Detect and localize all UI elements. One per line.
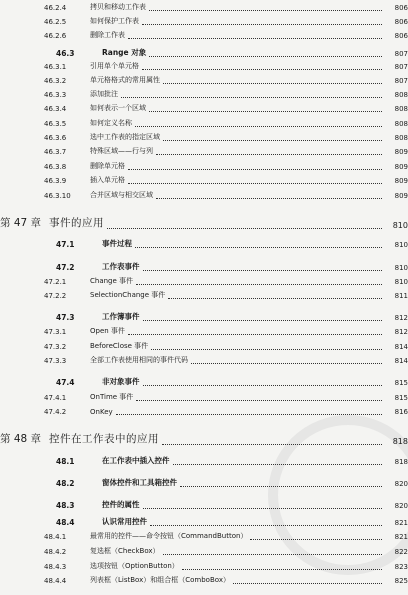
toc-entry-title: Range 对象 bbox=[102, 48, 147, 57]
dot-leader bbox=[250, 539, 382, 540]
dot-leader bbox=[149, 56, 382, 57]
toc-entry-title: 非对象事件 bbox=[102, 377, 140, 386]
toc-entry-page: 812 bbox=[394, 314, 408, 322]
toc-entry-title: Change 事件 bbox=[90, 277, 134, 285]
toc-entry-title: 删除单元格 bbox=[90, 162, 125, 170]
toc-entry-page: 825 bbox=[394, 577, 408, 585]
toc-entry-page: 823 bbox=[394, 563, 408, 571]
toc-entry-title: 复选框（CheckBox） bbox=[90, 547, 160, 555]
toc-entry-page: 807 bbox=[394, 77, 408, 85]
toc-entry-title: 拷贝和移动工作表 bbox=[90, 3, 146, 11]
dot-leader bbox=[149, 111, 382, 112]
toc-entry-page: 806 bbox=[394, 4, 408, 12]
toc-entry bbox=[0, 276, 408, 286]
toc-entry-title: 在工作表中插入控件 bbox=[102, 456, 170, 465]
toc-entry bbox=[0, 146, 408, 156]
toc-entry-number: 47.3.2 bbox=[44, 343, 67, 351]
toc-entry-number: 46.3.2 bbox=[44, 77, 67, 85]
dot-leader bbox=[156, 198, 382, 199]
toc-entry-number: 46.3.5 bbox=[44, 120, 67, 128]
dot-leader bbox=[163, 554, 382, 555]
toc-entry-page: 811 bbox=[394, 292, 408, 300]
toc-entry bbox=[0, 118, 408, 128]
toc-entry-title: 选项按钮（OptionButton） bbox=[90, 562, 179, 570]
dot-leader bbox=[142, 24, 382, 25]
toc-entry bbox=[0, 175, 408, 185]
toc-entry bbox=[0, 377, 408, 387]
toc-entry-title: 控件的属性 bbox=[102, 500, 140, 509]
toc-entry bbox=[0, 290, 408, 300]
dot-leader bbox=[143, 508, 383, 509]
toc-entry-number: 48.4.4 bbox=[44, 577, 67, 585]
toc-entry-title: 添加批注 bbox=[90, 90, 118, 98]
toc-entry bbox=[0, 16, 408, 26]
toc-entry-number: 47.3.3 bbox=[44, 357, 67, 365]
toc-entry bbox=[0, 239, 408, 249]
dot-leader bbox=[173, 464, 383, 465]
toc-entry-page: 816 bbox=[394, 408, 408, 416]
toc-entry-number: 48.4.1 bbox=[44, 533, 67, 541]
toc-entry-page: 820 bbox=[394, 502, 408, 510]
toc-entry-page: 807 bbox=[394, 63, 408, 71]
toc-entry-title: 选中工作表的指定区域 bbox=[90, 133, 160, 141]
toc-entry bbox=[0, 190, 408, 200]
toc-entry bbox=[0, 216, 408, 230]
toc-entry-title: BeforeClose 事件 bbox=[90, 342, 149, 350]
toc-entry-page: 822 bbox=[394, 548, 408, 556]
toc-entry-title: 列表框（ListBox）和组合框（ComboBox） bbox=[90, 576, 230, 584]
toc-entry-page: 821 bbox=[394, 519, 408, 527]
toc-entry-page: 808 bbox=[394, 105, 408, 113]
toc-entry-number: 46.3.6 bbox=[44, 134, 67, 142]
toc-entry-page: 809 bbox=[394, 192, 408, 200]
toc-entry bbox=[0, 75, 408, 85]
toc-entry-number: 46.2.5 bbox=[44, 18, 67, 26]
toc-entry-title: 全部工作表使用相同的事件代码 bbox=[90, 356, 188, 364]
toc-entry-title: 最常用的控件——命令按钮（CommandButton） bbox=[90, 532, 248, 540]
toc-entry-number: 48.4.3 bbox=[44, 563, 67, 571]
toc-entry-title: 合并区域与相交区域 bbox=[90, 191, 153, 199]
toc-entry-number: 48.3 bbox=[56, 501, 75, 510]
toc-entry-title: SelectionChange 事件 bbox=[90, 291, 166, 299]
toc-entry-page: 807 bbox=[394, 50, 408, 58]
toc-entry-page: 812 bbox=[394, 328, 408, 336]
dot-leader bbox=[163, 83, 382, 84]
dot-leader bbox=[107, 228, 382, 229]
toc-entry bbox=[0, 478, 408, 488]
toc-entry-page: 809 bbox=[394, 163, 408, 171]
toc-entry-title: 插入单元格 bbox=[90, 176, 125, 184]
toc-entry-title: 引用单个单元格 bbox=[90, 62, 139, 70]
toc-entry-number: 47.3.1 bbox=[44, 328, 67, 336]
toc-entry-title: Open 事件 bbox=[90, 327, 125, 335]
dot-leader bbox=[191, 363, 382, 364]
toc-entry-page: 820 bbox=[394, 480, 408, 488]
toc-entry bbox=[0, 30, 408, 40]
toc-entry-page: 814 bbox=[394, 357, 408, 365]
toc-entry-title: 工作表事件 bbox=[102, 262, 140, 271]
dot-leader bbox=[168, 298, 382, 299]
dot-leader bbox=[142, 69, 382, 70]
dot-leader bbox=[143, 270, 383, 271]
toc-entry bbox=[0, 103, 408, 113]
toc-entry-title: 删除工作表 bbox=[90, 31, 125, 39]
toc-entry bbox=[0, 89, 408, 99]
toc-entry bbox=[0, 561, 408, 571]
toc-entry-title: 如何定义名称 bbox=[90, 119, 132, 127]
toc-entry-title: 事件的应用 bbox=[49, 217, 105, 229]
toc-entry bbox=[0, 61, 408, 71]
toc-entry bbox=[0, 546, 408, 556]
toc-entry-number: 47.2 bbox=[56, 263, 75, 272]
dot-leader bbox=[128, 183, 382, 184]
dot-leader bbox=[143, 320, 383, 321]
toc-entry-title: 特殊区域——行与列 bbox=[90, 147, 153, 155]
toc-entry-number: 48.2 bbox=[56, 479, 75, 488]
toc-entry-page: 818 bbox=[392, 437, 408, 446]
dot-leader bbox=[116, 414, 382, 415]
toc-entry-number: 48.4.2 bbox=[44, 548, 67, 556]
toc-entry-title: 事件过程 bbox=[102, 239, 132, 248]
toc-entry-page: 815 bbox=[394, 379, 408, 387]
toc-entry bbox=[0, 326, 408, 336]
dot-leader bbox=[143, 385, 383, 386]
toc-entry-page: 808 bbox=[394, 120, 408, 128]
toc-entry bbox=[0, 432, 408, 446]
toc-entry-number: 47.4.1 bbox=[44, 394, 67, 402]
dot-leader bbox=[163, 140, 382, 141]
toc-entry-page: 815 bbox=[394, 394, 408, 402]
toc-entry bbox=[0, 262, 408, 272]
dot-leader bbox=[233, 583, 382, 584]
toc-entry bbox=[0, 392, 408, 402]
dot-leader bbox=[128, 169, 382, 170]
toc-entry-page: 808 bbox=[394, 91, 408, 99]
dot-leader bbox=[135, 247, 382, 248]
toc-entry-number: 47.4.2 bbox=[44, 408, 67, 416]
toc-entry-number: 46.3.8 bbox=[44, 163, 67, 171]
toc-entry-page: 810 bbox=[394, 241, 408, 249]
toc-entry-page: 814 bbox=[394, 343, 408, 351]
dot-leader bbox=[149, 10, 382, 11]
toc-entry-number: 48.1 bbox=[56, 457, 75, 466]
dot-leader bbox=[156, 154, 382, 155]
toc-entry-number: 第 47 章 bbox=[0, 217, 42, 229]
toc-entry-number: 46.3.7 bbox=[44, 148, 67, 156]
toc-entry-number: 47.4 bbox=[56, 378, 75, 387]
toc-entry bbox=[0, 132, 408, 142]
toc-entry-number: 47.2.1 bbox=[44, 278, 67, 286]
toc-entry-number: 47.2.2 bbox=[44, 292, 67, 300]
dot-leader bbox=[128, 38, 382, 39]
dot-leader bbox=[150, 525, 382, 526]
dot-leader bbox=[128, 334, 382, 335]
toc-entry-title: 认识常用控件 bbox=[102, 517, 147, 526]
toc-entry-title: 控件在工作表中的应用 bbox=[49, 433, 160, 445]
dot-leader bbox=[162, 444, 382, 445]
toc-entry bbox=[0, 161, 408, 171]
toc-entry-page: 809 bbox=[394, 177, 408, 185]
toc-entry-page: 808 bbox=[394, 134, 408, 142]
toc-entry-page: 818 bbox=[394, 458, 408, 466]
toc-entry-title: 窗体控件和工具箱控件 bbox=[102, 478, 177, 487]
toc-entry-page: 821 bbox=[394, 533, 408, 541]
dot-leader bbox=[136, 400, 382, 401]
toc-entry-page: 806 bbox=[394, 18, 408, 26]
dot-leader bbox=[135, 126, 382, 127]
dot-leader bbox=[151, 349, 382, 350]
toc-entry-title: 如何表示一个区域 bbox=[90, 104, 146, 112]
toc-entry bbox=[0, 2, 408, 12]
toc-entry-page: 810 bbox=[394, 278, 408, 286]
toc-entry-number: 46.2.4 bbox=[44, 4, 67, 12]
toc-entry bbox=[0, 517, 408, 527]
dot-leader bbox=[182, 569, 382, 570]
toc-entry bbox=[0, 456, 408, 466]
dot-leader bbox=[180, 486, 382, 487]
toc-entry-number: 47.3 bbox=[56, 313, 75, 322]
toc-entry-title: OnKey bbox=[90, 408, 113, 416]
toc-entry bbox=[0, 48, 408, 58]
toc-entry bbox=[0, 406, 408, 416]
toc-entry-page: 806 bbox=[394, 32, 408, 40]
toc-entry bbox=[0, 531, 408, 541]
dot-leader bbox=[121, 97, 382, 98]
toc-entry-number: 47.1 bbox=[56, 240, 75, 249]
toc-entry-number: 48.4 bbox=[56, 518, 75, 527]
toc-entry bbox=[0, 355, 408, 365]
toc-entry-number: 46.3.3 bbox=[44, 91, 67, 99]
toc-entry-title: 单元格格式的常用属性 bbox=[90, 76, 160, 84]
toc-entry-title: 如何保护工作表 bbox=[90, 17, 139, 25]
toc-entry-page: 810 bbox=[392, 221, 408, 230]
toc-entry bbox=[0, 575, 408, 585]
toc-entry bbox=[0, 500, 408, 510]
toc-entry-title: 工作簿事件 bbox=[102, 312, 140, 321]
toc-entry-number: 46.3 bbox=[56, 49, 75, 58]
toc-entry-number: 46.3.9 bbox=[44, 177, 67, 185]
toc-entry-number: 46.3.1 bbox=[44, 63, 67, 71]
toc-entry-number: 46.3.4 bbox=[44, 105, 67, 113]
toc-entry bbox=[0, 312, 408, 322]
toc-entry-page: 810 bbox=[394, 264, 408, 272]
toc-entry bbox=[0, 341, 408, 351]
dot-leader bbox=[136, 284, 382, 285]
toc-entry-number: 46.3.10 bbox=[44, 192, 71, 200]
toc-entry-page: 809 bbox=[394, 148, 408, 156]
toc-entry-number: 46.2.6 bbox=[44, 32, 67, 40]
toc-entry-title: OnTime 事件 bbox=[90, 393, 134, 401]
toc-entry-number: 第 48 章 bbox=[0, 433, 42, 445]
